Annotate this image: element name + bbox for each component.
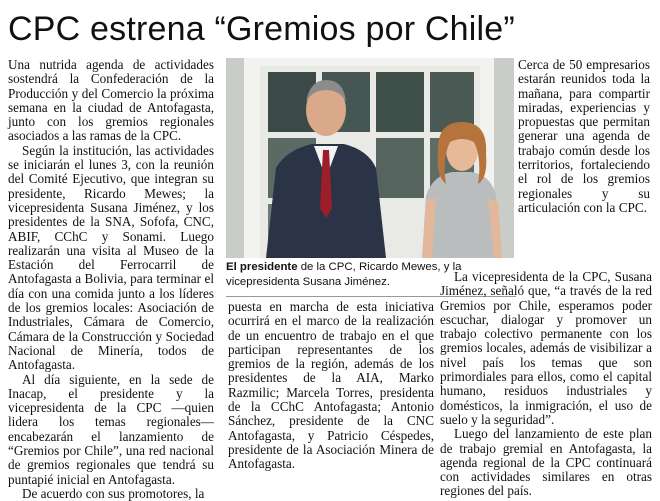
caption-text: de la CPC, Ricardo Mewes, y la vicepresidenta Susana Jiménez. (226, 261, 462, 288)
article-column-3-bottom (440, 269, 652, 499)
headline: CPC estrena “Gremios por Chile” (8, 10, 515, 48)
article-photo (226, 58, 514, 258)
paragraph: Cerca de 50 empresarios estarán reunidos toda la mañana, para compartir miradas, experiencias y propuestas que permitan generar una agenda de trabajo común desde los territorios, fortaleciendo el rol de los gremios regionales y su articulación con la CPC. (518, 57, 650, 215)
article-column-3-top (518, 58, 650, 270)
article-column-2 (228, 299, 434, 472)
paragraph: Al día siguiente, en la sede de Inacap, el presidente y la vicepresidenta de la CPC —quien lidera los temas regionales— encabezarán el lanzamiento de “Gremios por Chile”, una red nacional de gremios regionales que tendrá su puntapié inicial en Antofagasta. (8, 371, 214, 487)
paragraph: Una nutrida agenda de actividades sostendrá la Confederación de la Producción y del Comercio la próxima semana en la ciudad de Antofagasta, junto con los gremios regionales asociados a las ramas de la CPC. (8, 57, 214, 144)
article-column-1 (8, 57, 214, 501)
paragraph: La vicepresidenta de la CPC, Susana Jiménez, señaló que, “a través de la red Gremios por Chile, esperamos poder escuchar, dialogar y promover un trabajo colectivo permanente con los gremios locales, además de visibilizar a nivel país los temas que son primordiales para ellos, como el capital humano, residuos industriales y domésticos, la inmigración, el uso de suelo y la seguridad”. (440, 269, 652, 427)
paragraph: Luego del lanzamiento de este plan de trabajo gremial en Antofagasta, la agenda regional de la CPC continuará con actividades similares en otras regiones del país. (440, 426, 652, 499)
photo-illustration (226, 58, 514, 258)
paragraph: puesta en marcha de esta iniciativa ocurrirá en el marco de la realización de un encuentro de trabajo en el que participan representantes de los gremios de la región, además de los presidentes de la AIA, Marko Razmilic; Marcela Torres, presidenta de la CChC Antofagasta; Antonio Sánchez, presidente de la CNC Antofagasta, y Patricio Céspedes, presidente de la Asociación Minera de Antofagasta. (228, 299, 434, 472)
caption-lead: El presidente (226, 261, 298, 273)
paragraph: Según la institución, las actividades se iniciarán el lunes 3, con la reunión del Comité Ejecutivo, que integran su presidente, Ricardo Mewes; la vicepresidenta Susana Jiménez, y los presidentes de la SNA, Sofofa, CNC, ABIF, CChC y Sonami. Luego realizarán una visita al Museo de la Estación del Ferrocarril de Antofagasta a Bolivia, para terminar el día con una comida junto a los líderes de los gremios locales: Asociación de Industriales, Cámara de Comercio, Cámara de la Construcción y Sociedad Nacional de Minería, todos de Antofagasta. (8, 142, 214, 373)
paragraph: De acuerdo con sus promotores, la (22, 485, 205, 501)
